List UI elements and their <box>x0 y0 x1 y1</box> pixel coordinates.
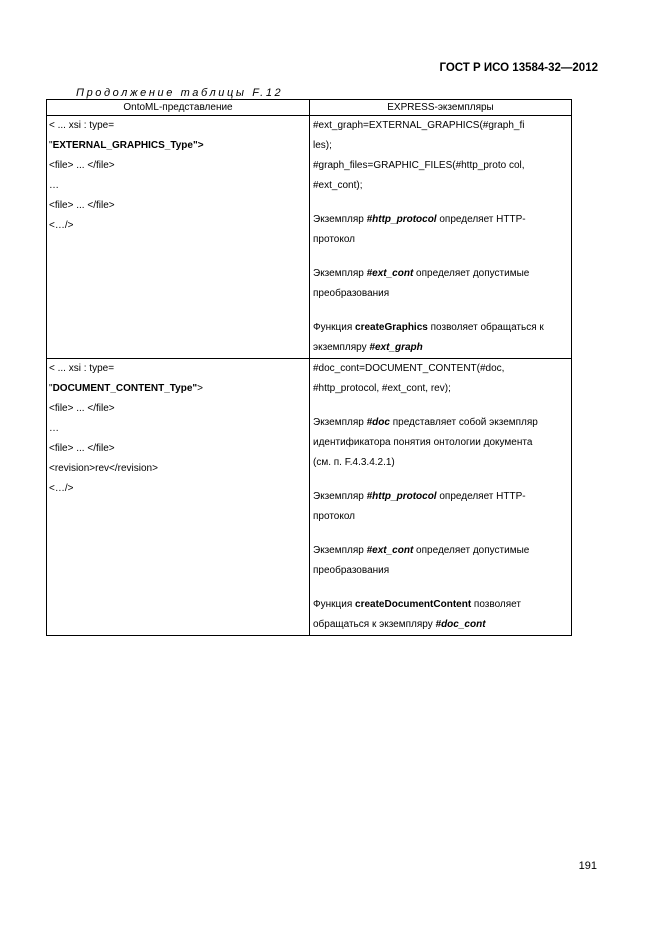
table-caption: Продолжение таблицы F.12 <box>76 87 284 99</box>
code-line: "DOCUMENT_CONTENT_Type"> <box>49 383 203 394</box>
description-line: протокол <box>313 234 356 245</box>
description-line: экземпляру #ext_graph <box>313 342 423 353</box>
code-line: <…/> <box>49 483 74 494</box>
code-line: < ... xsi : type= <box>49 363 115 374</box>
description-line: идентификатора понятия онтологии документа <box>313 437 533 448</box>
description-line: Экземпляр #http_protocol определяет HTTP- <box>313 214 526 225</box>
express-cell <box>310 359 572 636</box>
table-header-row <box>47 100 572 116</box>
description-line: Экземпляр #ext_cont определяет допустимые <box>313 545 530 556</box>
description-line: обращаться к экземпляру #doc_cont <box>313 619 486 630</box>
code-line: #http_protocol, #ext_cont, rev); <box>313 383 451 394</box>
code-line: <revision>rev</revision> <box>49 463 158 474</box>
code-line: #ext_graph=EXTERNAL_GRAPHICS(#graph_fi <box>313 120 525 131</box>
description-line: Функция createGraphics позволяет обращаться к <box>313 322 544 333</box>
code-line: #doc_cont=DOCUMENT_CONTENT(#doc, <box>313 363 505 374</box>
description-line: преобразования <box>313 288 390 299</box>
description-line: (см. п. F.4.3.4.2.1) <box>313 457 395 468</box>
code-line: < ... xsi : type= <box>49 120 115 131</box>
code-line: <file> ... </file> <box>49 403 115 414</box>
code-line: #ext_cont); <box>313 180 363 191</box>
description-line: Функция createDocumentContent позволяет <box>313 599 521 610</box>
express-cell <box>310 116 572 359</box>
code-line: les); <box>313 140 332 151</box>
column-header-express: EXPRESS-экземпляры <box>310 100 572 116</box>
description-line: преобразования <box>313 565 390 576</box>
data-table <box>46 99 572 636</box>
code-line: <file> ... </file> <box>49 443 115 454</box>
description-line: Экземпляр #http_protocol определяет HTTP- <box>313 491 526 502</box>
code-line: "EXTERNAL_GRAPHICS_Type"> <box>49 140 204 151</box>
code-line: <file> ... </file> <box>49 160 115 171</box>
page-number: 191 <box>578 860 597 872</box>
ontoml-cell <box>47 116 310 359</box>
code-line: #graph_files=GRAPHIC_FILES(#http_proto col, <box>313 160 525 171</box>
column-header-ontoml: OntoML-представление <box>47 100 310 116</box>
ontoml-cell <box>47 359 310 636</box>
code-line: <file> ... </file> <box>49 200 115 211</box>
code-line: <…/> <box>49 220 74 231</box>
code-line: … <box>49 180 59 191</box>
description-line: протокол <box>313 511 356 522</box>
description-line: Экземпляр #ext_cont определяет допустимые <box>313 268 530 279</box>
table-row <box>47 359 572 636</box>
standard-header: ГОСТ Р ИСО 13584-32—2012 <box>439 62 598 74</box>
table-row <box>47 116 572 359</box>
code-line: … <box>49 423 59 434</box>
description-line: Экземпляр #doc представляет собой экземпляр <box>313 417 538 428</box>
